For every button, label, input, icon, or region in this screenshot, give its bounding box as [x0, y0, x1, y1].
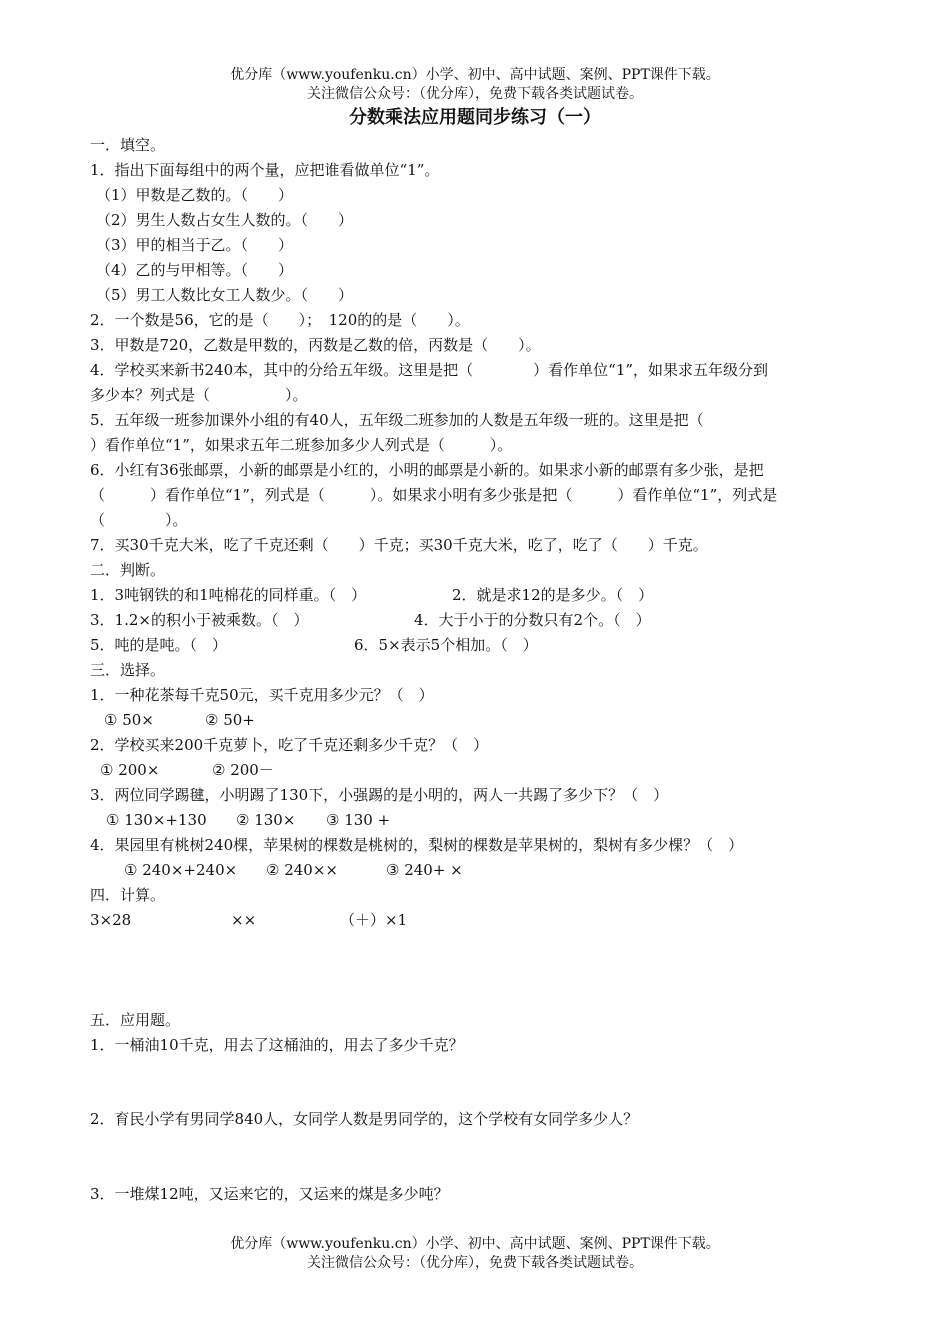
s1-q1-item: （3）甲的相当于乙。（ ）	[96, 236, 294, 254]
s5-question-2: 2．育民小学有男同学840人，女同学人数是男同学的，这个学校有女同学多少人？	[90, 1110, 639, 1128]
s4-calc-item: （＋）×1	[340, 911, 408, 929]
s3-q2-option: ② 200－	[212, 761, 274, 779]
s2-item: 1．3吨钢铁的和1吨棉花的同样重。（ ）	[90, 586, 367, 604]
section-2-heading: 二．判断。	[90, 561, 166, 579]
s1-question-6-cont: （ ）。	[90, 511, 188, 529]
s1-question-5-cont: ）看作单位“1”，如果求五年二班参加多少人列式是（ ）。	[90, 436, 513, 454]
s1-question-6: 6．小红有36张邮票，小新的邮票是小红的，小明的邮票是小新的。如果求小新的邮票有多少张，是把	[90, 461, 764, 479]
s2-item: 4．大于小于的分数只有2个。（ ）	[414, 611, 651, 629]
s3-question-1: 1．一种花茶每千克50元，买千克用多少元？（ ）	[90, 686, 434, 704]
section-1-heading: 一．填空。	[90, 136, 166, 154]
s3-q3-option: ③ 130 +	[326, 811, 391, 829]
s3-q4-option: ① 240×+240×	[124, 861, 238, 879]
s1-question-6-cont: （ ）看作单位“1”，列式是（ ）。如果求小明有多少张是把（ ）看作单位“1”，列式是	[90, 486, 778, 504]
section-4-heading: 四．计算。	[90, 886, 166, 904]
header-line-1: 优分库（www.youfenku.cn）小学、初中、高中试题、案例、PPT课件下载。	[230, 67, 720, 83]
s3-q3-option: ② 130×	[236, 811, 296, 829]
footer-line-2: 关注微信公众号：（优分库），免费下载各类试题试卷。	[307, 1255, 643, 1271]
s1-question-1: 1．指出下面每组中的两个量，应把谁看做单位“1”。	[90, 161, 440, 179]
s3-q2-option: ① 200×	[100, 761, 160, 779]
s3-q1-option: ② 50+	[205, 711, 255, 729]
s3-q3-option: ① 130×+130	[106, 811, 207, 829]
s1-question-5: 5．五年级一班参加课外小组的有40人，五年级二班参加的人数是五年级一班的。这里是把（	[90, 411, 704, 429]
section-3-heading: 三．选择。	[90, 661, 166, 679]
s4-calc-item: ××	[231, 911, 257, 929]
s1-q1-item: （5）男工人数比女工人数少。（ ）	[96, 286, 354, 304]
s4-calc-item: 3×28	[90, 911, 132, 929]
s2-item: 3．1.2×的积小于被乘数。（ ）	[90, 611, 309, 629]
s1-question-3: 3．甲数是720，乙数是甲数的，丙数是乙数的倍，丙数是（ ）。	[90, 336, 541, 354]
s1-q1-item: （4）乙的与甲相等。（ ）	[96, 261, 294, 279]
s5-question-3: 3．一堆煤12吨，又运来它的，又运来的煤是多少吨？	[90, 1185, 449, 1203]
s1-q1-item: （2）男生人数占女生人数的。（ ）	[96, 211, 354, 229]
s1-q1-item: （1）甲数是乙数的。（ ）	[96, 186, 294, 204]
s2-item: 2．就是求12的是多少。（ ）	[452, 586, 654, 604]
s3-q4-option: ③ 240+ ×	[386, 861, 463, 879]
s5-question-1: 1．一桶油10千克，用去了这桶油的，用去了多少千克？	[90, 1036, 464, 1054]
s1-question-4-cont: 多少本？列式是（ ）。	[90, 386, 308, 404]
s3-question-4: 4．果园里有桃树240棵，苹果树的棵数是桃树的，梨树的棵数是苹果树的，梨树有多少棵？（ ）	[90, 836, 744, 854]
footer-line-1: 优分库（www.youfenku.cn）小学、初中、高中试题、案例、PPT课件下载。	[230, 1236, 720, 1252]
s2-item: 6．5×表示5个相加。（ ）	[354, 636, 538, 654]
s1-question-2: 2．一个数是56，它的是（ ）； 120的的是（ ）。	[90, 311, 470, 329]
s3-q4-option: ② 240××	[266, 861, 338, 879]
section-5-heading: 五．应用题。	[90, 1011, 181, 1029]
header-line-2: 关注微信公众号：（优分库），免费下载各类试题试卷。	[307, 86, 643, 102]
s1-question-7: 7．买30千克大米，吃了千克还剩（ ）千克；买30千克大米，吃了，吃了（ ）千克。	[90, 536, 708, 554]
s3-question-2: 2．学校买来200千克萝卜，吃了千克还剩多少千克？（ ）	[90, 736, 489, 754]
s1-question-4: 4．学校买来新书240本，其中的分给五年级。这里是把（ ）看作单位“1”，如果求五年级分到	[90, 361, 769, 379]
s2-item: 5．吨的是吨。（ ）	[90, 636, 228, 654]
s3-q1-option: ① 50×	[104, 711, 154, 729]
s3-question-3: 3．两位同学踢毽，小明踢了130下，小强踢的是小明的，两人一共踢了多少下？（ ）	[90, 786, 669, 804]
page-title: 分数乘法应用题同步练习（一）	[349, 107, 601, 128]
